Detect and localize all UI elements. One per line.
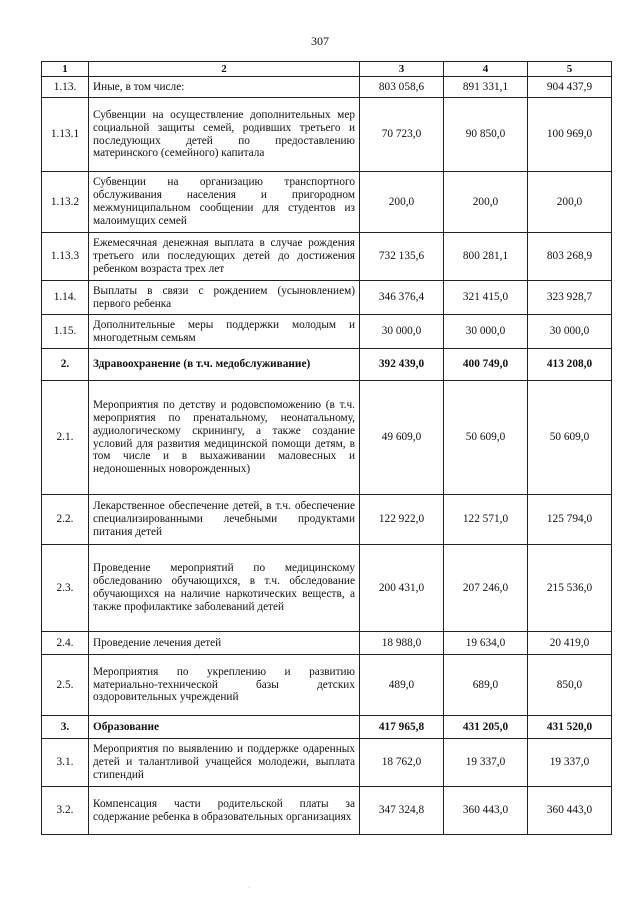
value-col5: 125 794,0 bbox=[528, 495, 612, 545]
value-col4: 200,0 bbox=[444, 172, 528, 233]
value-col5: 323 928,7 bbox=[528, 281, 612, 315]
scan-mark: · bbox=[248, 885, 250, 891]
value-col4: 891 331,1 bbox=[444, 77, 528, 98]
value-col5: 413 208,0 bbox=[528, 349, 612, 381]
table-row bbox=[42, 281, 612, 315]
value-col4: 122 571,0 bbox=[444, 495, 528, 545]
value-col3: 122 922,0 bbox=[360, 495, 444, 545]
column-header: 2 bbox=[89, 62, 360, 77]
value-col4: 360 443,0 bbox=[444, 787, 528, 835]
column-header: 3 bbox=[360, 62, 444, 77]
row-number: 2. bbox=[42, 349, 89, 381]
table-row bbox=[42, 77, 612, 98]
row-name: Мероприятия по укреплению и развитию материально-технической базы детских оздоровительных учреждений bbox=[89, 655, 360, 716]
value-col5: 100 969,0 bbox=[528, 98, 612, 172]
row-number: 2.3. bbox=[42, 545, 89, 632]
page-number: 307 bbox=[311, 34, 329, 48]
value-col5: 904 437,9 bbox=[528, 77, 612, 98]
value-col5: 803 268,9 bbox=[528, 233, 612, 281]
table-row bbox=[42, 495, 612, 545]
value-col4: 30 000,0 bbox=[444, 315, 528, 349]
value-col3: 732 135,6 bbox=[360, 233, 444, 281]
row-number: 2.1. bbox=[42, 381, 89, 495]
row-number: 3. bbox=[42, 716, 89, 739]
value-col5: 215 536,0 bbox=[528, 545, 612, 632]
table-row bbox=[42, 655, 612, 716]
value-col5: 200,0 bbox=[528, 172, 612, 233]
table-body bbox=[42, 62, 612, 835]
budget-table bbox=[41, 61, 612, 835]
value-col4: 321 415,0 bbox=[444, 281, 528, 315]
row-number: 1.13.2 bbox=[42, 172, 89, 233]
row-name: Образование bbox=[89, 716, 360, 739]
row-number: 3.2. bbox=[42, 787, 89, 835]
row-name: Лекарственное обеспечение детей, в т.ч. обеспечение специализированными лечебными продуктами питания детей bbox=[89, 495, 360, 545]
value-col3: 417 965,8 bbox=[360, 716, 444, 739]
row-name: Мероприятия по детству и родовспоможению (в т.ч. мероприятия по пренатальному, неонатальному, аудиологическому скринингу, а также создание условий для развития медицинской помощи детям, в том числе и в выхаживании маловесных и недоношенных новорожденных) bbox=[89, 381, 360, 495]
table-row bbox=[42, 632, 612, 655]
value-col3: 18 762,0 bbox=[360, 739, 444, 787]
table-row bbox=[42, 233, 612, 281]
value-col3: 803 058,6 bbox=[360, 77, 444, 98]
value-col4: 50 609,0 bbox=[444, 381, 528, 495]
row-name: Проведение лечения детей bbox=[89, 632, 360, 655]
row-name: Компенсация части родительской платы за содержание ребенка в образовательных организациях bbox=[89, 787, 360, 835]
row-name: Субвенции на организацию транспортного обслуживания населения и пригородном межмуниципальном сообщении для студентов из малоимущих семей bbox=[89, 172, 360, 233]
row-number: 1.15. bbox=[42, 315, 89, 349]
table-row bbox=[42, 172, 612, 233]
value-col5: 360 443,0 bbox=[528, 787, 612, 835]
row-name: Дополнительные меры поддержки молодым и многодетным семьям bbox=[89, 315, 360, 349]
value-col5: 19 337,0 bbox=[528, 739, 612, 787]
row-name: Здравоохранение (в т.ч. медобслуживание) bbox=[89, 349, 360, 381]
value-col3: 347 324,8 bbox=[360, 787, 444, 835]
row-name: Ежемесячная денежная выплата в случае рождения третьего или последующих детей до достижения ребенком возраста трех лет bbox=[89, 233, 360, 281]
table-row bbox=[42, 315, 612, 349]
table-row bbox=[42, 98, 612, 172]
value-col3: 489,0 bbox=[360, 655, 444, 716]
value-col3: 49 609,0 bbox=[360, 381, 444, 495]
value-col4: 800 281,1 bbox=[444, 233, 528, 281]
value-col3: 200 431,0 bbox=[360, 545, 444, 632]
value-col4: 19 337,0 bbox=[444, 739, 528, 787]
row-name: Иные, в том числе: bbox=[89, 77, 360, 98]
value-col5: 431 520,0 bbox=[528, 716, 612, 739]
table-row bbox=[42, 545, 612, 632]
table-row bbox=[42, 787, 612, 835]
row-number: 1.13.1 bbox=[42, 98, 89, 172]
value-col4: 207 246,0 bbox=[444, 545, 528, 632]
value-col5: 50 609,0 bbox=[528, 381, 612, 495]
value-col3: 346 376,4 bbox=[360, 281, 444, 315]
value-col3: 30 000,0 bbox=[360, 315, 444, 349]
value-col5: 30 000,0 bbox=[528, 315, 612, 349]
table-row bbox=[42, 349, 612, 381]
row-number: 3.1. bbox=[42, 739, 89, 787]
row-name: Выплаты в связи с рождением (усыновлением) первого ребенка bbox=[89, 281, 360, 315]
value-col5: 20 419,0 bbox=[528, 632, 612, 655]
value-col3: 70 723,0 bbox=[360, 98, 444, 172]
table-row bbox=[42, 739, 612, 787]
table-row bbox=[42, 716, 612, 739]
table-row bbox=[42, 381, 612, 495]
row-number: 1.13. bbox=[42, 77, 89, 98]
value-col4: 19 634,0 bbox=[444, 632, 528, 655]
value-col5: 850,0 bbox=[528, 655, 612, 716]
value-col3: 200,0 bbox=[360, 172, 444, 233]
value-col4: 431 205,0 bbox=[444, 716, 528, 739]
row-number: 1.14. bbox=[42, 281, 89, 315]
row-number: 2.2. bbox=[42, 495, 89, 545]
value-col4: 400 749,0 bbox=[444, 349, 528, 381]
column-header: 5 bbox=[528, 62, 612, 77]
column-header: 4 bbox=[444, 62, 528, 77]
value-col4: 689,0 bbox=[444, 655, 528, 716]
row-number: 1.13.3 bbox=[42, 233, 89, 281]
row-name: Проведение мероприятий по медицинскому обследованию обучающихся, в т.ч. обследование обучающихся на наличие наркотических веществ, а также профилактике заболеваний детей bbox=[89, 545, 360, 632]
row-number: 2.5. bbox=[42, 655, 89, 716]
value-col3: 18 988,0 bbox=[360, 632, 444, 655]
row-number: 2.4. bbox=[42, 632, 89, 655]
value-col4: 90 850,0 bbox=[444, 98, 528, 172]
row-name: Мероприятия по выявлению и поддержке одаренных детей и талантливой учащейся молодежи, выплата стипендий bbox=[89, 739, 360, 787]
value-col3: 392 439,0 bbox=[360, 349, 444, 381]
row-name: Субвенции на осуществление дополнительных мер социальной защиты семей, родивших третьего и последующих детей по предоставлению материнского (семейного) капитала bbox=[89, 98, 360, 172]
header-row bbox=[42, 62, 612, 77]
column-header: 1 bbox=[42, 62, 89, 77]
